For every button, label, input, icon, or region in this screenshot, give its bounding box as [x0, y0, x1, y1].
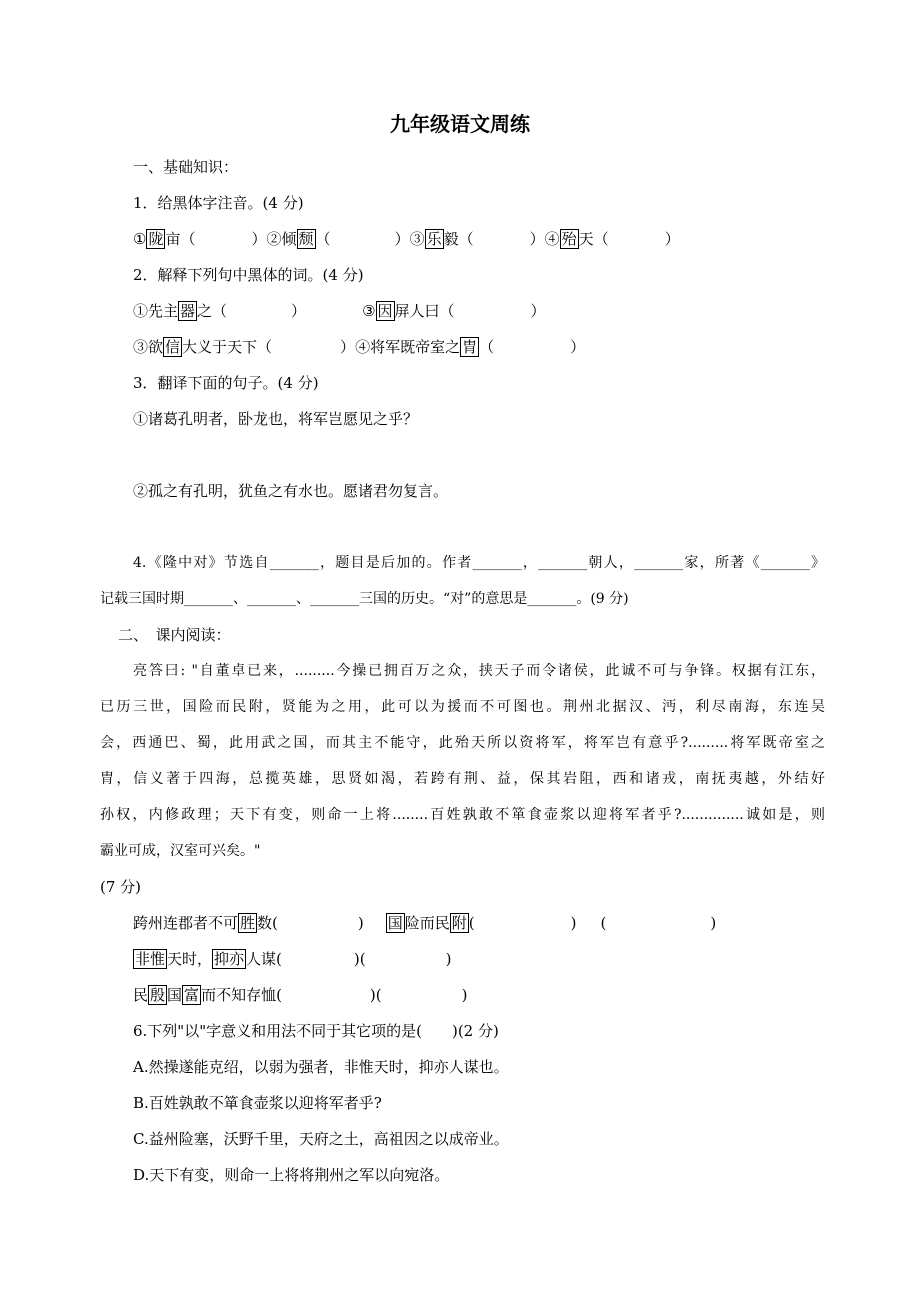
bold-char: 颓: [298, 230, 314, 248]
q3-sentence-2: ②孤之有孔明，犹鱼之有水也。愿诸君勿复言。: [133, 482, 449, 500]
bold-char: 胄: [462, 338, 478, 356]
bold-char: 因: [377, 302, 393, 320]
bold-char: 胜: [240, 914, 256, 932]
q6-option-c: C.益州险塞，沃野千里，天府之土，高祖因之以成帝业。: [133, 1130, 509, 1148]
passage-line: 霸业可成，汉室可兴矣。": [100, 843, 261, 859]
bold-char: 国: [387, 914, 403, 932]
bold-char: 乐: [426, 230, 442, 248]
q3-sentence-1: ①诸葛孔明者，卧龙也，将军岂愿见之乎？: [133, 410, 419, 428]
bold-char: 非惟: [135, 950, 166, 968]
q2-row2: ③欲 信 大义于天下（ ）④将军既帝室之 胄 （ ）: [133, 338, 586, 356]
q3-prompt: 3．翻译下面的句子。(4 分): [133, 374, 319, 392]
q6-option-b: B.百姓孰敢不箪食壶浆以迎将军者乎?: [133, 1094, 382, 1112]
bold-char: 信: [165, 338, 181, 356]
page-title: 九年级语文周练: [390, 112, 530, 136]
q5-row2: 非惟 天时， 抑亦 人谋( )( ): [135, 950, 452, 968]
q6-prompt: 6.下列"以"字意义和用法不同于其它项的是( )(2 分): [133, 1022, 499, 1040]
passage-line: 亮答曰: "自董卓已来，.........今操已拥百万之众，挟天子而令诸侯，此诚不可与争锋。权据有江东，: [133, 663, 825, 679]
q6-option-d: D.天下有变，则命一上将将荆州之军以向宛洛。: [133, 1166, 450, 1184]
bold-char: 器: [180, 302, 196, 320]
q4-line-1: 4.《隆中对》节选自_______，题目是后加的。作者_______，_______朝人，_______家，所著《_______》: [133, 555, 825, 571]
q6-option-a: A.然操遂能克绍，以弱为强者，非惟天时，抑亦人谋也。: [133, 1058, 509, 1076]
q2-prompt: 2．解释下列句中黑体的词。(4 分): [133, 266, 364, 284]
section2-heading: 二、 课内阅读：: [118, 626, 231, 644]
passage-line: 孙权，内修政理；天下有变，则命一上将........百姓孰敢不箪食壶浆以迎将军者乎?..............诚如是，则: [100, 807, 825, 823]
q2-row1: ①先主 器 之（ ） ③ 因 屏人曰（ ）: [133, 302, 546, 320]
q1-prompt: 1．给黑体字注音。(4 分): [133, 194, 304, 212]
bold-char: 陇: [148, 230, 164, 248]
q5-row3: 民 殷 国 富 而不知存恤( )( ): [133, 986, 468, 1004]
q4-line-2: 记载三国时期_______、_______、_______三国的历史。“对”的意思是_______。(9 分): [100, 591, 629, 607]
bold-char: 富: [184, 986, 200, 1004]
bold-char: 抑亦: [214, 950, 245, 968]
passage-line: 胄，信义著于四海，总揽英雄，思贤如渴，若跨有荆、益，保其岩阻，西和诸戎，南抚夷越，外结好: [100, 771, 825, 787]
bold-char: 殆: [561, 230, 577, 248]
passage-line: 会，西通巴、蜀，此用武之国，而其主不能守，此殆天所以资将军，将军岂有意乎?.........将军既帝室之: [100, 735, 825, 751]
q5-row1: 跨州连郡者不可 胜 数( ) 国 险而民 附 ( ) ( ): [133, 914, 717, 932]
passage-line: 已历三世，国险而民附，贤能为之用，此可以为援而不可图也。荆州北据汉、沔，利尽南海，东连吴: [100, 699, 825, 715]
bold-char: 附: [451, 914, 467, 932]
bold-char: 殷: [150, 986, 166, 1004]
section1-heading: 一、基础知识：: [133, 158, 239, 176]
q1-items: ① 陇 亩（ ）②倾 颓 （ ）③ 乐 毅（ ）④ 殆 天（ ）: [133, 230, 680, 248]
section2-score: (7 分): [100, 878, 142, 896]
